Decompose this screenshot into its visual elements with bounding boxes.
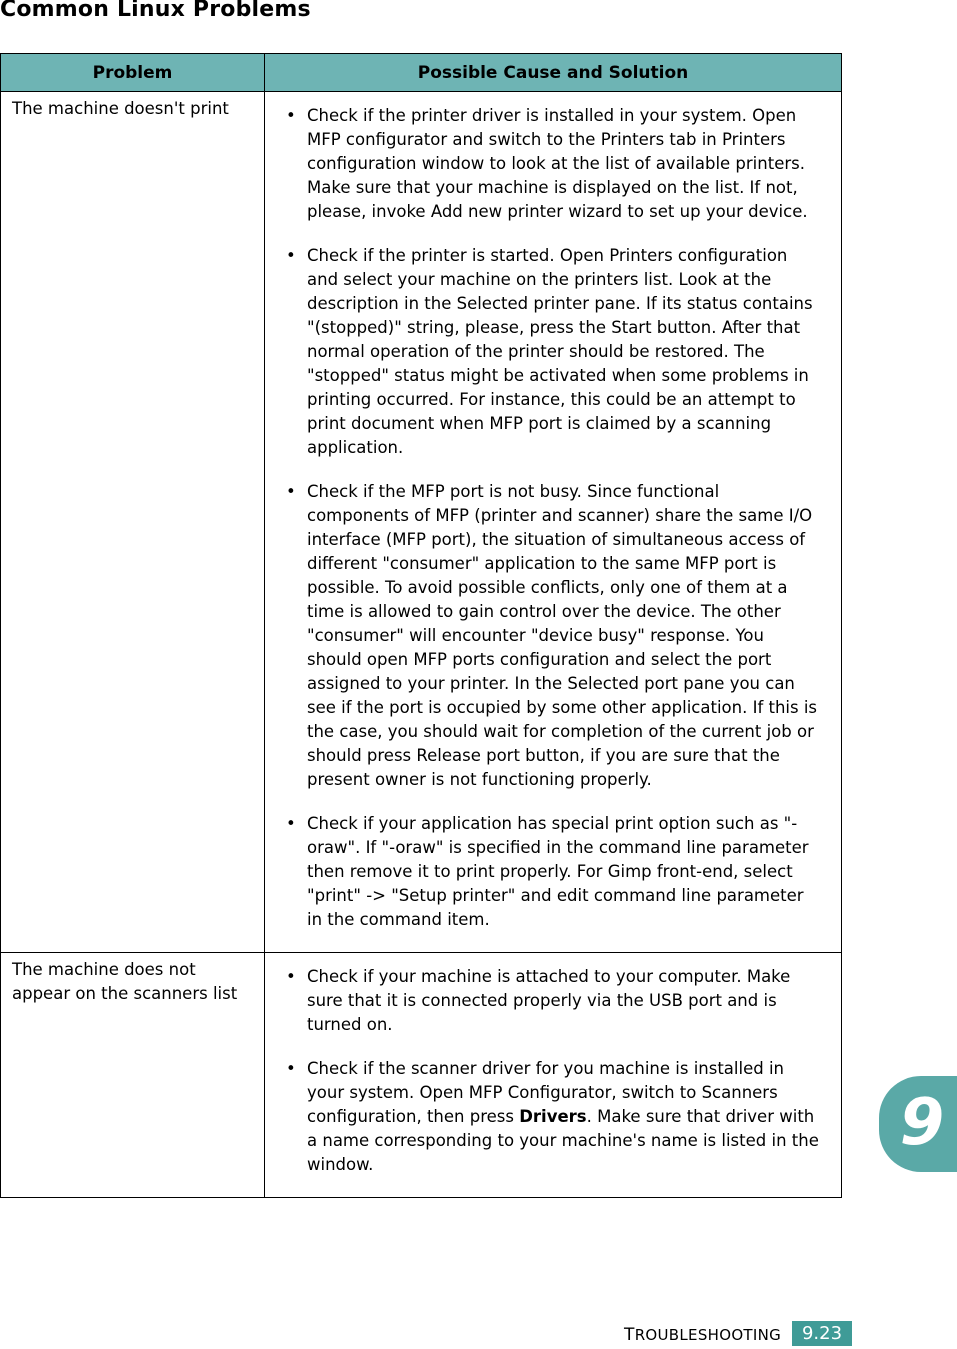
table-row xyxy=(1,953,842,1198)
table-row xyxy=(1,92,842,953)
solution-list xyxy=(286,965,821,1177)
page-number-badge: 9.23 xyxy=(792,1321,852,1346)
solution-cell xyxy=(265,92,842,953)
solution-text: Check if the printer driver is installed in your system. Open MFP configurator and switch to the Printers tab in Printers configuration window to look at the list of available printers. Make sure that your machine is displayed on the list. If not, please, invoke Add new printer wizard to set up your device. xyxy=(307,106,808,221)
list-item xyxy=(286,244,821,460)
solution-text: Check if your application has special print option such as "-oraw". If "-oraw" is specified in the command line parameter then remove it to print properly. For Gimp front-end, select "print" -> "Setup printer" and edit command line parameter in the command item. xyxy=(307,814,809,929)
bullet: • xyxy=(286,106,296,125)
list-item xyxy=(286,1057,821,1177)
bullet: • xyxy=(286,967,296,986)
list-item xyxy=(286,480,821,792)
solution-text-after: . Make sure that driver with a name corresponding to your machine's name is listed in the window. xyxy=(307,1107,819,1174)
chapter-tab-number: 9 xyxy=(899,1086,945,1160)
header-solution: Possible Cause and Solution xyxy=(265,54,842,92)
list-item xyxy=(286,812,821,932)
page-title: Common Linux Problems xyxy=(0,0,311,22)
footer-section-label xyxy=(624,1325,781,1345)
table-header-row xyxy=(1,54,842,92)
solution-text: Check if your machine is attached to your computer. Make sure that it is connected properly via the USB port and is turned on. xyxy=(307,967,791,1034)
bullet: • xyxy=(286,1059,296,1078)
bullet: • xyxy=(286,814,296,833)
bullet: • xyxy=(286,482,296,501)
solution-text-before: Check if the scanner driver for you machine is installed in your system. Open MFP Configurator, switch to Scanners configuration, then press xyxy=(307,1059,784,1126)
list-item xyxy=(286,965,821,1037)
problems-table xyxy=(0,53,842,1198)
problem-cell: The machine doesn't print xyxy=(1,92,265,953)
header-problem: Problem xyxy=(1,54,265,92)
solution-text: Check if the MFP port is not busy. Since functional components of MFP (printer and scanner) share the same I/O interface (MFP port), the situation of simultaneous access of different "consumer" application to the same MFP port is possible. To avoid possible conflicts, only one of them at a time is allowed to gain control over the device. The other "consumer" will encounter "device busy" response. You should open MFP ports configuration and select the port assigned to your printer. In the Selected port pane you can see if the port is occupied by some other application. If this is the case, you should wait for completion of the current job or should press Release port button, if you are sure that the present owner is not functioning properly. xyxy=(307,482,818,789)
list-item xyxy=(286,104,821,224)
bullet: • xyxy=(286,246,296,265)
solution-text: Check if the printer is started. Open Printers configuration and select your machine on the printers list. Look at the description in the Selected printer pane. If its status contains "(stopped)" string, please, press the Start button. After that normal operation of the printer should be restored. The "stopped" status might be activated when some problems in printing occurred. For instance, this could be an attempt to print document when MFP port is claimed by a scanning application. xyxy=(307,246,813,457)
problem-cell: The machine does not appear on the scanners list xyxy=(1,953,265,1198)
solution-list xyxy=(286,104,821,932)
footer-section-initial: T xyxy=(624,1325,635,1345)
drivers-keyword: Drivers xyxy=(519,1107,587,1126)
footer-section-rest: ROUBLESHOOTING xyxy=(634,1326,782,1344)
solution-cell xyxy=(265,953,842,1198)
